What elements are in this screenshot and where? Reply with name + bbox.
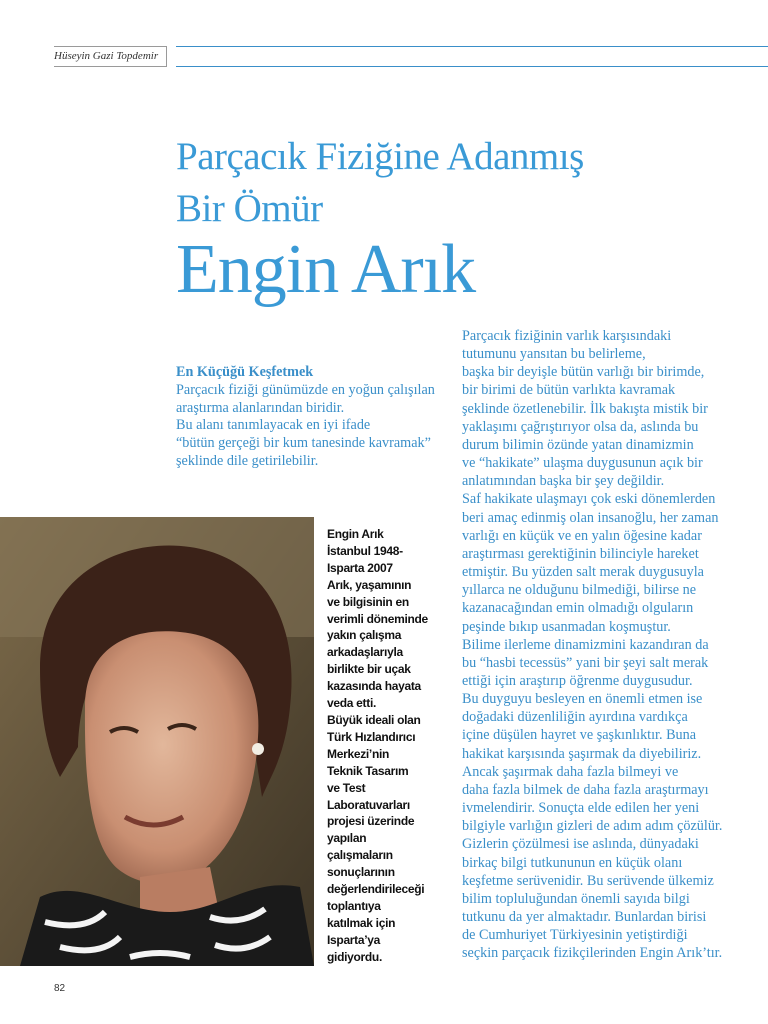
body-line: Bilime ilerleme dinamizmini kazandıran da <box>462 636 709 653</box>
page-number: 82 <box>54 983 66 994</box>
caption-line: Isparta 2007 <box>327 560 393 575</box>
article-title-line1: Parçacık Fiziğine Adanmış <box>176 135 584 178</box>
caption-line: gidiyordu. <box>327 949 382 964</box>
photo-caption <box>327 526 437 966</box>
body-line: başka bir deyişle bütün varlığı bir birimde, <box>462 364 705 381</box>
caption-line: Merkezi’nin <box>327 746 390 761</box>
body-line: anlatımından başka bir şey değildir. <box>462 473 665 490</box>
body-line: bir birimi de bütün varlıkta kavramak <box>462 382 676 399</box>
body-line: araştırması gerektiğinin bilinciyle hareket <box>462 545 699 562</box>
caption-line: Arık, yaşamının <box>327 577 412 592</box>
caption-line: sonuçlarının <box>327 865 395 880</box>
header-rule-left-bottom <box>54 66 166 67</box>
body-line: Ancak şaşırmak daha fazla bilmeyi ve <box>462 763 679 780</box>
body-line: içine düşülen hayret ve şaşkınlıktır. Buna <box>462 727 697 744</box>
body-line: beri amaç edinmiş olan insanoğlu, her zaman <box>462 509 719 526</box>
caption-line: yapılan <box>327 831 367 846</box>
caption-line: değerlendirileceği <box>327 882 425 897</box>
intro-line: araştırma alanlarından biridir. <box>176 399 345 416</box>
intro-line: Bu alanı tanımlayacak en iyi ifade <box>176 417 371 434</box>
body-line: Saf hakikate ulaşmayı çok eski dönemlerden <box>462 491 716 508</box>
header-rule-left-top <box>54 46 166 47</box>
body-line: şeklinde özetlenebilir. İlk bakışta mistik bir <box>462 400 708 417</box>
body-text-column <box>462 327 742 962</box>
body-line: birkaç bilgi tutkununun en küçük olanı <box>462 854 683 871</box>
caption-line: Isparta’ya <box>327 932 381 947</box>
body-line: tutumunu yansıtan bu belirleme, <box>462 346 646 363</box>
caption-line: projesi üzerinde <box>327 814 415 829</box>
caption-line: çalışmaların <box>327 848 393 863</box>
intro-subhead: En Küçüğü Keşfetmek <box>176 364 314 380</box>
body-line: bilim topluluğundan önemli sayıda bilgi <box>462 890 690 907</box>
body-line: etmiştir. Bu yüzden salt merak duygusuyla <box>462 564 704 581</box>
portrait-photo <box>0 517 314 966</box>
intro-section <box>176 364 456 471</box>
body-line: seçkin parçacık fizikçilerinden Engin Arık’tır. <box>462 945 723 962</box>
caption-line: Büyük ideali olan <box>327 712 421 727</box>
caption-line: Laboratuvarları <box>327 797 410 812</box>
body-line: Bu duyguyu besleyen en önemli etmen ise <box>462 691 703 708</box>
caption-line: ve bilgisinin en <box>327 594 409 609</box>
body-line: daha fazla bilmek de daha fazla araştırmayı <box>462 781 709 798</box>
body-line: kazanacağından emin olmadığı olguların <box>462 600 694 617</box>
intro-line: Parçacık fiziği günümüzde en yoğun çalışılan <box>176 381 435 398</box>
article-title-name: Engin Arık <box>176 231 476 308</box>
body-line: bu “hasbi tecessüs” yani bir şeyi salt merak <box>462 654 709 671</box>
header-rule-divider <box>166 46 167 67</box>
body-line: yıllarca ne olduğunu bilmediği, bilirse ne <box>462 582 697 599</box>
body-line: varlığı en küçük ve en yalın öğesine kadar <box>462 527 702 544</box>
caption-line: Engin Arık <box>327 527 384 541</box>
body-line: Gizlerin çözülmesi ise aslında, dünyadaki <box>462 836 699 853</box>
body-line: keşfetme serüvenidir. Bu serüvende ülkemiz <box>462 872 714 889</box>
caption-line: veda etti. <box>327 696 377 711</box>
caption-line: kazasında hayata <box>327 679 421 694</box>
body-line: ettiği için araştırıp öğrenme duygusudur. <box>462 672 693 689</box>
body-line: ivmelendirir. Sonuçta elde edilen her yeni <box>462 800 700 817</box>
caption-line: yakın çalışma <box>327 628 402 643</box>
caption-line: arkadaşlarıyla <box>327 645 403 660</box>
caption-line: İstanbul 1948- <box>327 543 403 558</box>
caption-line: verimli döneminde <box>327 611 428 626</box>
caption-line: toplantıya <box>327 898 381 913</box>
header-rule-right-top <box>176 46 768 47</box>
caption-line: Teknik Tasarım <box>327 763 409 778</box>
body-line: peşinde bıkıp usanmadan koşmuştur. <box>462 618 671 635</box>
portrait-illustration <box>0 517 314 966</box>
author-name: Hüseyin Gazi Topdemir <box>54 50 159 62</box>
caption-line: birlikte bir uçak <box>327 662 411 677</box>
body-line: de Cumhuriyet Türkiyesinin yetiştirdiği <box>462 927 688 944</box>
body-line: tutkunu da yer almaktadır. Bunlardan birisi <box>462 909 707 925</box>
intro-line: “bütün gerçeği bir kum tanesinde kavramak” <box>176 435 431 452</box>
caption-line: ve Test <box>327 780 366 795</box>
body-line: hakikat karşısında şaşırmak da diyebiliriz. <box>462 745 702 762</box>
article-title-line2: Bir Ömür <box>176 187 323 230</box>
caption-line: Türk Hızlandırıcı <box>327 729 416 744</box>
header-rule-right-bottom <box>176 66 768 67</box>
intro-line: şeklinde dile getirilebilir. <box>176 452 319 469</box>
body-line: bilgiyle varlığın gizleri de adım adım çözülür. <box>462 818 723 835</box>
body-line: Parçacık fiziğinin varlık karşısındaki <box>462 328 672 344</box>
body-line: doğadaki düzenliliğin ayırdına vardıkça <box>462 709 688 726</box>
body-line: ve “hakikate” ulaşma duygusunun açık bir <box>462 455 703 472</box>
caption-line: katılmak için <box>327 915 396 930</box>
body-line: yaklaşımı çağrıştırıyor olsa da, aslında bu <box>462 418 699 435</box>
body-line: durum bilimin özünde yatan dinamizmin <box>462 436 694 453</box>
